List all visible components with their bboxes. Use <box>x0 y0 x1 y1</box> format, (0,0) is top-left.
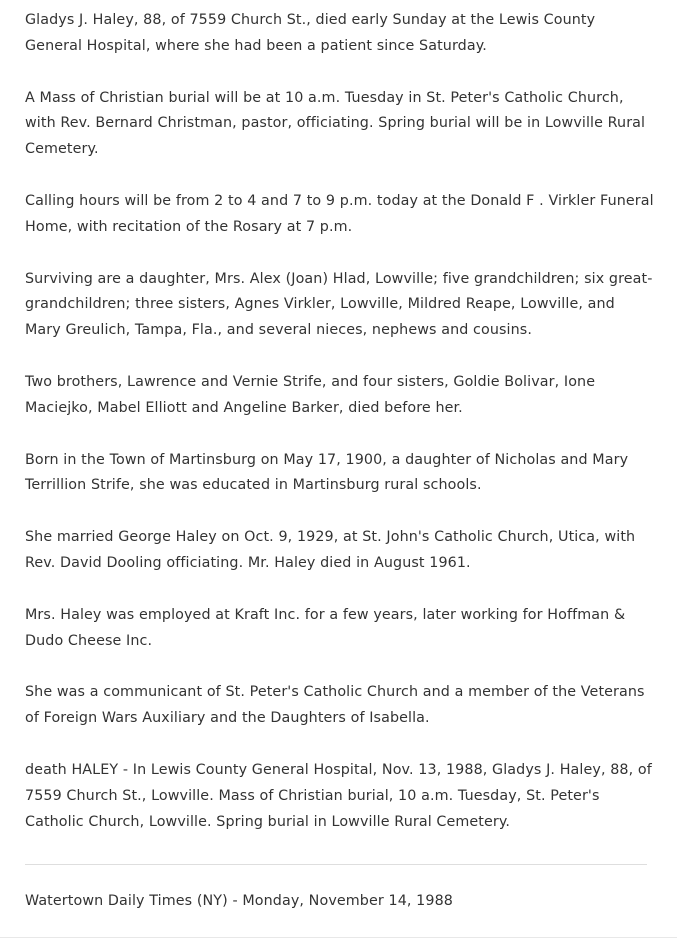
publication-source: Watertown Daily Times (NY) - Monday, November 14, 1988 <box>25 893 453 909</box>
obituary-article <box>25 8 655 861</box>
obituary-paragraph-mass: A Mass of Christian burial will be at 10 a.m. Tuesday in St. Peter's Catholic Church, with Rev. Bernard Christman, pastor, officiating. Spring burial will be in Lowville Rural Cemetery. <box>25 89 646 158</box>
obituary-paragraph-birth: Born in the Town of Martinsburg on May 17, 1900, a daughter of Nicholas and Mary Terrillion Strife, she was educated in Martinsburg rural schools. <box>25 451 629 494</box>
obituary-paragraph-employment: Mrs. Haley was employed at Kraft Inc. for a few years, later working for Hoffman & Dudo Cheese Inc. <box>25 606 626 649</box>
bottom-divider <box>0 937 677 938</box>
obituary-paragraph-marriage: She married George Haley on Oct. 9, 1929, at St. John's Catholic Church, Utica, with Rev. David Dooling officiating. Mr. Haley died in August 1961. <box>25 529 636 571</box>
obituary-paragraph-calling-hours: Calling hours will be from 2 to 4 and 7 to 9 p.m. today at the Donald F . Virkler Funeral Home, with recitation of the Rosary at 7 p.m. <box>25 192 654 235</box>
obituary-paragraph-memberships: She was a communicant of St. Peter's Catholic Church and a member of the Veterans of Foreign Wars Auxiliary and the Daughters of Isabella. <box>25 684 645 727</box>
obituary-paragraph-death-notice: Gladys J. Haley, 88, of 7559 Church St., died early Sunday at the Lewis County General Hospital, where she had been a patient since Saturday. <box>25 12 596 54</box>
obituary-paragraph-predeceased: Two brothers, Lawrence and Vernie Strife, and four sisters, Goldie Bolivar, Ione Maciejko, Mabel Elliott and Angeline Barker, died before her. <box>25 373 596 416</box>
obituary-paragraph-death-record: death HALEY - In Lewis County General Hospital, Nov. 13, 1988, Gladys J. Haley, 88, of 7559 Church St., Lowville. Mass of Christian burial, 10 a.m. Tuesday, St. Peter's Catholic Church, Lowville. Spring burial in Lowville Rural Cemetery. <box>25 761 652 830</box>
section-divider <box>25 864 647 865</box>
obituary-paragraph-survivors: Surviving are a daughter, Mrs. Alex (Joan) Hlad, Lowville; five grandchildren; six great-grandchildren; three sisters, Agnes Virkler, Lowville, Mildred Reape, Lowville, and Mary Greulich, Tampa, Fla., and several nieces, nephews and cousins. <box>25 270 653 339</box>
